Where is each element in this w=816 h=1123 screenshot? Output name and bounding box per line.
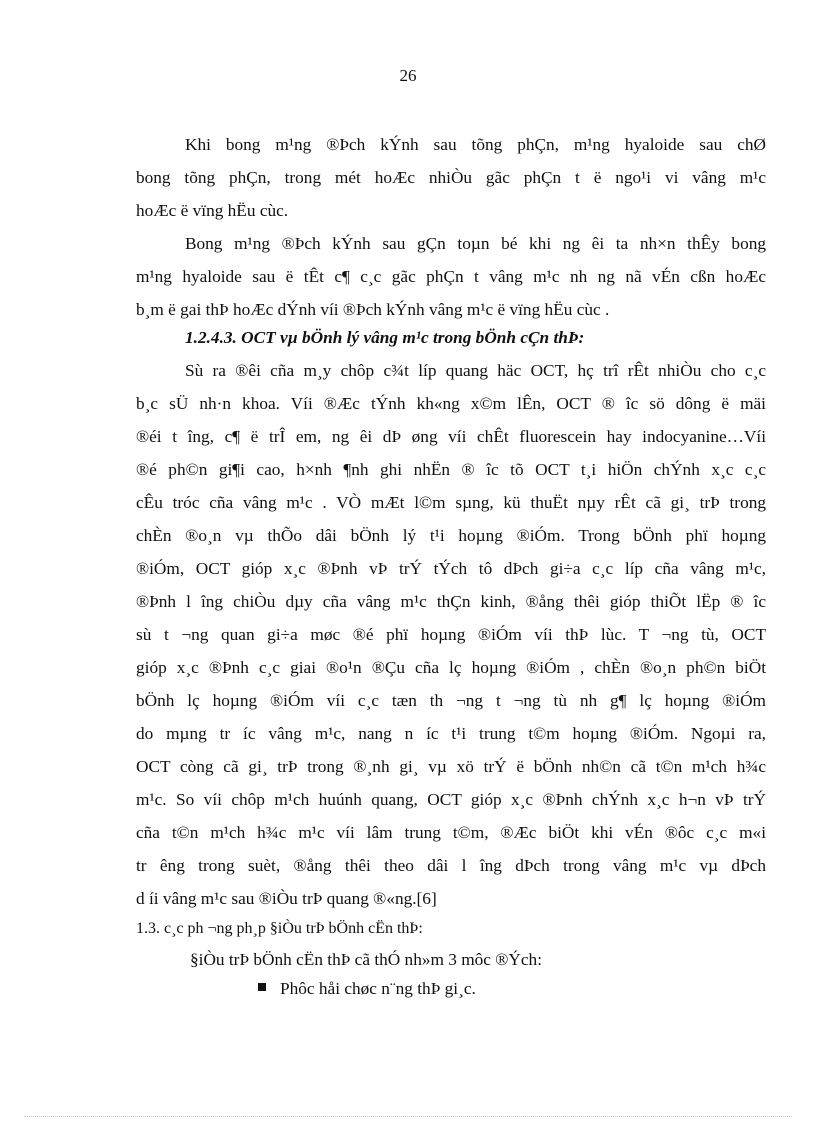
- paragraph-1-line-2: bong tõng phÇn, trong mét hoÆc nhiÒu gãc phÇn t ë ngo¹i vi vâng m¹c: [136, 168, 766, 187]
- page-bottom-rule: [24, 1116, 792, 1117]
- paragraph-3-line-15: cña t©n m¹ch h¾c m¹c víi lâm trung t©m, ®Æc biÖt khi vÉn ®ôc c¸c m«i: [136, 823, 766, 842]
- paragraph-1-line-3: hoÆc ë vïng hËu cùc.: [136, 201, 289, 220]
- paragraph-3-line-16: tr êng trong suèt, ®ång thêi theo dâi l îng dÞch trong vâng m¹c vµ dÞch: [136, 856, 766, 875]
- paragraph-3-line-6: chÈn ®o¸n vµ thÕo dâi bÖnh lý t¹i hoµng ®iÓm. Trong bÖnh phï hoµng: [136, 526, 766, 545]
- paragraph-3-line-3: ®éi t îng, c¶ ë trÎ em, ng êi dÞ øng víi chÊt fluorescein hay indocyanine…Víi: [136, 427, 766, 446]
- paragraph-3-line-4: ®é ph©n gi¶i cao, h×nh ¶nh ghi nhËn ® îc tõ OCT t¸i hiÖn chÝnh x¸c c¸c: [136, 460, 766, 479]
- paragraph-3-line-7: ®iÓm, OCT gióp x¸c ®Þnh vÞ trÝ tÝch tô dÞch gi÷a c¸c líp cña vâng m¹c,: [136, 559, 766, 578]
- paragraph-2-line-3: b¸m ë gai thÞ hoÆc dÝnh víi ®Þch kÝnh vâng m¹c ë vïng hËu cùc .: [136, 300, 610, 319]
- subsection-heading: 1.2.4.3. OCT vµ bÖnh lý vâng m¹c trong bÖnh cÇn thÞ:: [185, 328, 585, 347]
- paragraph-2-line-1: Bong m¹ng ®Þch kÝnh sau gÇn toµn bé khi ng êi ta nh×n thÊy bong: [185, 234, 766, 253]
- section-title: 1.3. c¸c ph ¬ng ph¸p §iÒu trÞ bÖnh cËn thÞ:: [136, 920, 423, 937]
- square-bullet-icon: [258, 983, 266, 991]
- paragraph-3-line-10: gióp x¸c ®Þnh c¸c giai ®o¹n ®Çu cña lç hoµng ®iÓm , chÈn ®o¸n ph©n biÖt: [136, 658, 766, 677]
- paragraph-2-line-2: m¹ng hyaloide sau ë tÊt c¶ c¸c gãc phÇn t vâng m¹c nh ng nã vÉn cßn hoÆc: [136, 267, 766, 286]
- paragraph-3-line-17: d íi vâng m¹c sau ®iÒu trÞ quang ®«ng.[6]: [136, 889, 437, 908]
- bullet-item: [258, 978, 476, 1000]
- paragraph-3-line-5: cÊu tróc cña vâng m¹c . VÒ mÆt l©m sµng, kü thuËt nµy rÊt cã gi¸ trÞ trong: [136, 493, 766, 512]
- page-number: 26: [399, 66, 417, 85]
- paragraph-3-line-8: ®Þnh l îng chiÒu dµy cña vâng m¹c thÇn kinh, ®ång thêi gióp thiÕt lËp ® îc: [136, 592, 766, 611]
- paragraph-3-line-2: b¸c sÜ nh·n khoa. Víi ®Æc tÝnh kh«ng x©m lÊn, OCT ® îc sö dông ë mäi: [136, 394, 766, 413]
- paragraph-3-line-14: m¹c. So víi chôp m¹ch huúnh quang, OCT gióp x¸c ®Þnh chÝnh x¸c h¬n vÞ trÝ: [136, 790, 766, 809]
- section-intro: §iÒu trÞ bÖnh cËn thÞ cã thÓ nh»m 3 môc ®Ých:: [190, 950, 542, 969]
- bullet-text: Phôc håi chøc n¨ng thÞ gi¸c.: [280, 979, 476, 998]
- paragraph-3-line-13: OCT còng cã gi¸ trÞ trong ®¸nh gi¸ vµ xö trÝ ë bÖnh nh©n cã t©n m¹ch h¾c: [136, 757, 766, 776]
- paragraph-3-line-9: sù t ¬ng quan gi÷a møc ®é phï hoµng ®iÓm víi thÞ lùc. T ¬ng tù, OCT: [136, 625, 766, 644]
- paragraph-3-line-11: bÖnh lç hoµng ®iÓm víi c¸c tæn th ¬ng t ¬ng tù nh g¶ lç hoµng ®iÓm: [136, 691, 766, 710]
- paragraph-1-line-1: Khi bong m¹ng ®Þch kÝnh sau tõng phÇn, m¹ng hyaloide sau chØ: [185, 135, 766, 154]
- paragraph-3-line-12: do mµng tr íc vâng m¹c, nang n íc t¹i trung t©m hoµng ®iÓm. Ngoµi ra,: [136, 724, 766, 743]
- paragraph-3-line-1: Sù ra ®êi cña m¸y chôp c¾t líp quang häc OCT, hç trî rÊt nhiÒu cho c¸c: [185, 361, 766, 380]
